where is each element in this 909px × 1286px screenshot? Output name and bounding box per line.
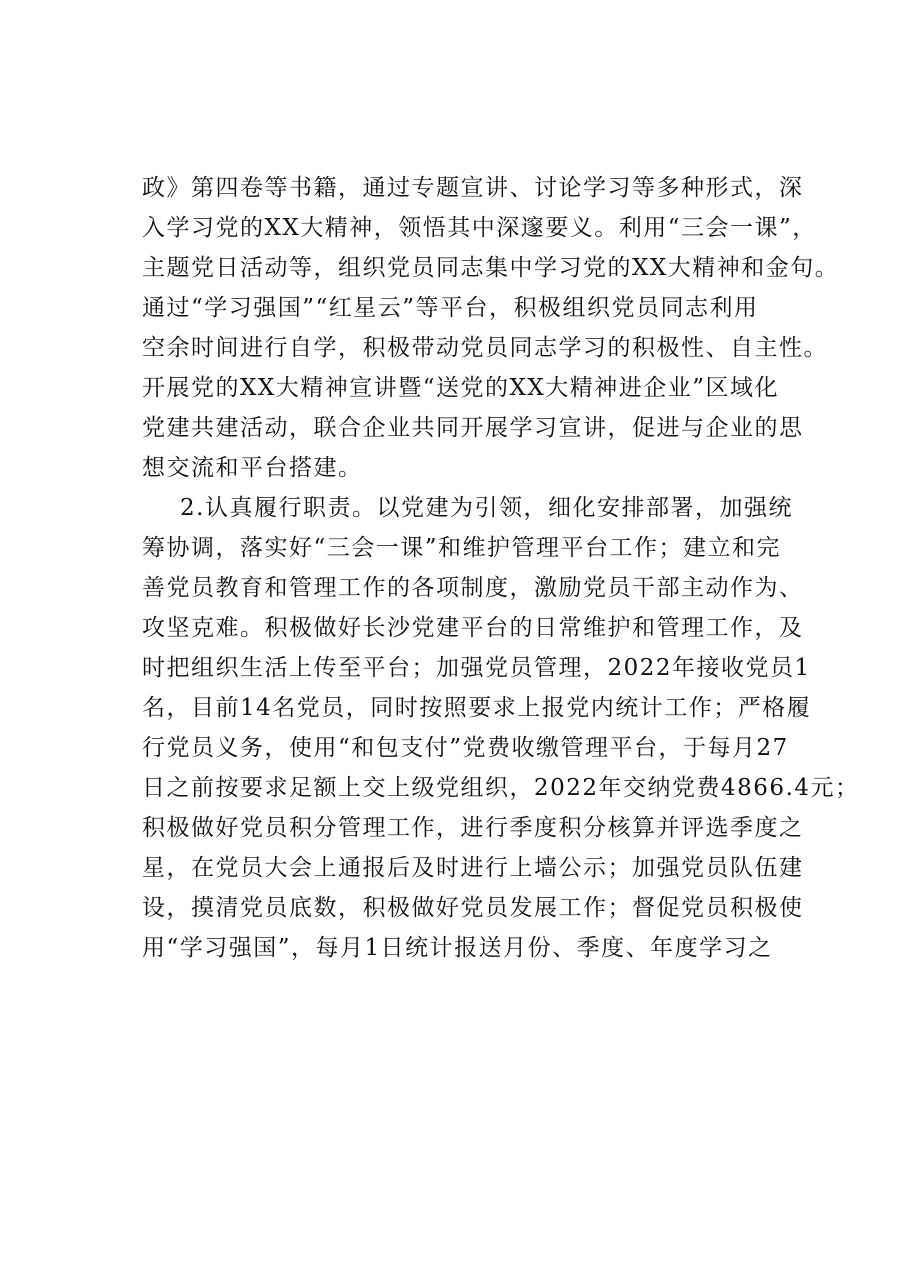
text-line: 用“学习强国”，每月1日统计报送月份、季度、年度学习之 — [142, 935, 773, 961]
text-line: 入学习党的XX大精神，领悟其中深邃要义。利用“三会一课”， — [142, 215, 817, 241]
text-line: 政》第四卷等书籍，通过专题宣讲、讨论学习等多种形式，深 — [142, 175, 804, 201]
text-line: 设，摸清党员底数，积极做好党员发展工作；督促党员积极使 — [142, 895, 804, 921]
text-line: 星，在党员大会上通报后及时进行上墙公示；加强党员队伍建 — [142, 855, 804, 881]
text-line: 通过“学习强国”“红星云”等平台，积极组织党员同志利用 — [142, 295, 759, 321]
text-line: 时把组织生活上传至平台；加强党员管理，2022年接收党员1 — [142, 655, 811, 681]
text-line: 想交流和平台搭建。 — [142, 455, 363, 481]
text-line: 筹协调，落实好“三会一课”和维护管理平台工作；建立和完 — [142, 535, 782, 561]
text-line: 党建共建活动，联合企业共同开展学习宣讲，促进与企业的思 — [142, 415, 804, 441]
text-line: 积极做好党员积分管理工作，进行季度积分核算并评选季度之 — [142, 815, 804, 841]
text-line: 主题党日活动等，组织党员同志集中学习党的XX大精神和金句。 — [142, 255, 840, 281]
text-line: 日之前按要求足额上交上级党组织，2022年交纳党费4866.4元； — [142, 775, 860, 801]
text-line: 名，目前14名党员，同时按照要求上报党内统计工作；严格履 — [142, 695, 812, 721]
paragraph-2-first-line: 2.认真履行职责。以党建为引领，细化安排部署，加强统 — [180, 495, 793, 521]
text-line: 开展党的XX大精神宣讲暨“送党的XX大精神进企业”区域化 — [142, 375, 780, 401]
text-line: 空余时间进行自学，积极带动党员同志学习的积极性、自主性。 — [142, 335, 828, 361]
text-line: 行党员义务，使用“和包支付”党费收缴管理平台，于每月27 — [142, 735, 789, 761]
document-body — [142, 168, 860, 968]
text-line: 攻坚克难。积极做好长沙党建平台的日常维护和管理工作，及 — [142, 615, 804, 641]
text-line: 善党员教育和管理工作的各项制度，激励党员干部主动作为、 — [142, 575, 804, 601]
